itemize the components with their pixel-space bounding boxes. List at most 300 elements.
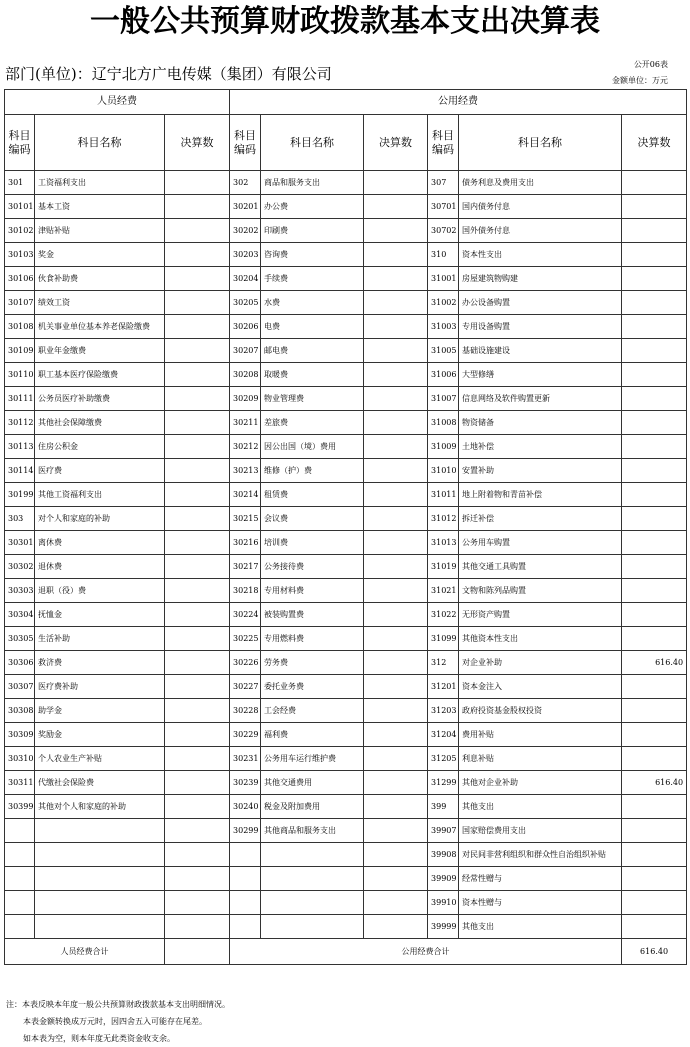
subject-code-cell: 30229 [230, 723, 261, 747]
subject-name-cell: 奖励金 [35, 723, 165, 747]
subject-name-cell: 国外债务付息 [459, 219, 622, 243]
subject-code-cell: 39907 [428, 819, 459, 843]
amount-cell [364, 579, 428, 603]
subject-name-cell: 其他支出 [459, 915, 622, 939]
amount-cell [165, 195, 230, 219]
amount-cell [165, 891, 230, 915]
page-title: 一般公共预算财政拨款基本支出决算表 [90, 4, 600, 39]
header-name: 科目名称 [35, 115, 165, 171]
subject-name-cell: 生活补助 [35, 627, 165, 651]
amount-cell [622, 459, 687, 483]
subject-code-cell: 31299 [428, 771, 459, 795]
subject-code-cell: 31013 [428, 531, 459, 555]
subject-name-cell: 工资福利支出 [35, 171, 165, 195]
subject-name-cell: 其他商品和服务支出 [261, 819, 364, 843]
subject-name-cell: 大型修缮 [459, 363, 622, 387]
amount-cell: 616.40 [622, 771, 687, 795]
note-line: 注：本表反映本年度一般公共预算财政拨款基本支出明细情况。 [6, 1000, 230, 1009]
subject-name-cell: 津贴补贴 [35, 219, 165, 243]
subject-code-cell: 30216 [230, 531, 261, 555]
amount-cell [622, 291, 687, 315]
amount-cell [364, 339, 428, 363]
subject-name-cell: 公务用车运行维护费 [261, 747, 364, 771]
amount-cell [364, 411, 428, 435]
subject-code-cell: 30113 [5, 435, 35, 459]
subject-code-cell: 30702 [428, 219, 459, 243]
subject-code-cell: 30239 [230, 771, 261, 795]
subject-code-cell: 31204 [428, 723, 459, 747]
subject-code-cell: 30208 [230, 363, 261, 387]
subject-name-cell: 机关事业单位基本养老保险缴费 [35, 315, 165, 339]
expenditure-table [4, 89, 687, 965]
subject-code-cell: 30201 [230, 195, 261, 219]
subject-name-cell: 其他对个人和家庭的补助 [35, 795, 165, 819]
table-row [5, 339, 687, 363]
amount-cell [622, 603, 687, 627]
subject-code-cell: 31010 [428, 459, 459, 483]
table-row [5, 171, 687, 195]
header-code: 科目编码 [230, 115, 261, 171]
amount-cell [165, 291, 230, 315]
amount-cell [364, 867, 428, 891]
amount-cell [622, 507, 687, 531]
subject-name-cell: 福利费 [261, 723, 364, 747]
note-line: 如本表为空，则本年度无此类资金收支余。 [23, 1034, 175, 1043]
subject-code-cell [230, 891, 261, 915]
subject-name-cell: 离休费 [35, 531, 165, 555]
subject-code-cell: 30228 [230, 699, 261, 723]
subject-code-cell: 39999 [428, 915, 459, 939]
amount-cell [165, 819, 230, 843]
subject-code-cell [5, 843, 35, 867]
amount-cell [364, 819, 428, 843]
subject-code-cell [5, 819, 35, 843]
subject-code-cell: 30212 [230, 435, 261, 459]
column-header-row [5, 115, 687, 171]
subject-code-cell: 30206 [230, 315, 261, 339]
amount-cell [622, 699, 687, 723]
subject-name-cell: 地上附着物和青苗补偿 [459, 483, 622, 507]
subject-name-cell: 专用设备购置 [459, 315, 622, 339]
subject-name-cell: 差旅费 [261, 411, 364, 435]
subject-name-cell [261, 915, 364, 939]
subject-code-cell: 30215 [230, 507, 261, 531]
table-row [5, 579, 687, 603]
subject-code-cell: 30205 [230, 291, 261, 315]
subject-name-cell: 公务用车购置 [459, 531, 622, 555]
group-personnel: 人员经费 [5, 90, 230, 115]
subject-name-cell: 经常性赠与 [459, 867, 622, 891]
header-name: 科目名称 [459, 115, 622, 171]
public-total-label: 公用经费合计 [230, 939, 622, 965]
subject-name-cell: 其他资本性支出 [459, 627, 622, 651]
amount-cell [364, 675, 428, 699]
public-total-value: 616.40 [622, 939, 687, 965]
subject-code-cell: 30304 [5, 603, 35, 627]
amount-cell [364, 267, 428, 291]
amount-cell [165, 843, 230, 867]
table-row [5, 243, 687, 267]
unit-label: 金额单位：万元 [612, 76, 668, 85]
amount-cell [622, 555, 687, 579]
subject-name-cell: 邮电费 [261, 339, 364, 363]
subject-name-cell: 医疗费 [35, 459, 165, 483]
amount-cell [165, 507, 230, 531]
amount-cell [364, 723, 428, 747]
subject-code-cell: 30303 [5, 579, 35, 603]
amount-cell [622, 723, 687, 747]
amount-cell [165, 627, 230, 651]
subject-name-cell: 绩效工资 [35, 291, 165, 315]
amount-cell [622, 795, 687, 819]
amount-cell [364, 795, 428, 819]
subject-name-cell: 资本金注入 [459, 675, 622, 699]
amount-cell [165, 699, 230, 723]
subject-name-cell: 国内债务付息 [459, 195, 622, 219]
amount-cell [622, 891, 687, 915]
subject-name-cell: 其他交通费用 [261, 771, 364, 795]
subject-name-cell: 利息补贴 [459, 747, 622, 771]
amount-cell [165, 531, 230, 555]
subject-name-cell: 手续费 [261, 267, 364, 291]
subject-code-cell: 31201 [428, 675, 459, 699]
subject-name-cell: 基础设施建设 [459, 339, 622, 363]
amount-cell [622, 579, 687, 603]
amount-cell [364, 891, 428, 915]
note-line: 本表金额转换成万元时，因四舍五入可能存在尾差。 [23, 1017, 207, 1026]
subject-code-cell: 30302 [5, 555, 35, 579]
table-row [5, 627, 687, 651]
subject-code-cell: 30214 [230, 483, 261, 507]
subject-name-cell: 安置补助 [459, 459, 622, 483]
subject-code-cell: 30202 [230, 219, 261, 243]
subject-code-cell: 31003 [428, 315, 459, 339]
subject-code-cell: 30111 [5, 387, 35, 411]
amount-cell [622, 435, 687, 459]
amount-cell [622, 195, 687, 219]
subject-name-cell: 税金及附加费用 [261, 795, 364, 819]
header-code: 科目编码 [428, 115, 459, 171]
subject-name-cell: 债务利息及费用支出 [459, 171, 622, 195]
subject-name-cell: 公务接待费 [261, 555, 364, 579]
amount-cell [165, 459, 230, 483]
table-row [5, 459, 687, 483]
subject-code-cell [5, 915, 35, 939]
amount-cell [165, 915, 230, 939]
subject-name-cell: 费用补贴 [459, 723, 622, 747]
subject-name-cell: 政府投资基金股权投资 [459, 699, 622, 723]
subject-code-cell: 31022 [428, 603, 459, 627]
subject-name-cell: 医疗费补助 [35, 675, 165, 699]
subject-name-cell: 物资储备 [459, 411, 622, 435]
subject-code-cell: 30213 [230, 459, 261, 483]
amount-cell [364, 171, 428, 195]
header-code: 科目编码 [5, 115, 35, 171]
group-public: 公用经费 [230, 90, 687, 115]
subject-name-cell: 抚恤金 [35, 603, 165, 627]
amount-cell [165, 771, 230, 795]
amount-cell [622, 267, 687, 291]
subject-name-cell: 维修（护）费 [261, 459, 364, 483]
subject-code-cell: 312 [428, 651, 459, 675]
amount-cell [165, 747, 230, 771]
subject-name-cell: 信息网络及软件购置更新 [459, 387, 622, 411]
table-row [5, 387, 687, 411]
subject-code-cell: 30199 [5, 483, 35, 507]
subject-code-cell: 30209 [230, 387, 261, 411]
subject-code-cell: 30306 [5, 651, 35, 675]
amount-cell [165, 363, 230, 387]
table-row [5, 843, 687, 867]
subject-code-cell: 31203 [428, 699, 459, 723]
amount-cell [165, 651, 230, 675]
subject-name-cell: 水费 [261, 291, 364, 315]
amount-cell [165, 723, 230, 747]
subject-code-cell: 30299 [230, 819, 261, 843]
subject-code-cell: 31007 [428, 387, 459, 411]
subject-code-cell: 30310 [5, 747, 35, 771]
subject-code-cell: 30701 [428, 195, 459, 219]
amount-cell [364, 315, 428, 339]
subject-name-cell: 电费 [261, 315, 364, 339]
header-name: 科目名称 [261, 115, 364, 171]
subject-name-cell: 对个人和家庭的补助 [35, 507, 165, 531]
totals-row [5, 939, 687, 965]
amount-cell [364, 291, 428, 315]
subject-code-cell: 31099 [428, 627, 459, 651]
subject-code-cell: 31021 [428, 579, 459, 603]
subject-name-cell: 培训费 [261, 531, 364, 555]
subject-code-cell: 30218 [230, 579, 261, 603]
amount-cell [165, 219, 230, 243]
subject-code-cell: 31001 [428, 267, 459, 291]
amount-cell [622, 843, 687, 867]
amount-cell [364, 603, 428, 627]
subject-code-cell: 301 [5, 171, 35, 195]
subject-code-cell: 30225 [230, 627, 261, 651]
amount-cell [364, 747, 428, 771]
amount-cell [364, 459, 428, 483]
subject-name-cell: 退休费 [35, 555, 165, 579]
subject-code-cell: 307 [428, 171, 459, 195]
subject-name-cell: 物业管理费 [261, 387, 364, 411]
amount-cell [165, 555, 230, 579]
amount-cell [165, 243, 230, 267]
header-amount: 决算数 [364, 115, 428, 171]
subject-name-cell: 对民间非营利组织和群众性自治组织补贴 [459, 843, 622, 867]
subject-code-cell: 31012 [428, 507, 459, 531]
subject-code-cell: 310 [428, 243, 459, 267]
amount-cell [364, 915, 428, 939]
amount-cell [622, 219, 687, 243]
amount-cell [364, 483, 428, 507]
subject-code-cell: 30106 [5, 267, 35, 291]
amount-cell [364, 435, 428, 459]
subject-code-cell: 30226 [230, 651, 261, 675]
subject-code-cell: 39910 [428, 891, 459, 915]
amount-cell [165, 411, 230, 435]
table-row [5, 411, 687, 435]
amount-cell [364, 555, 428, 579]
amount-cell: 616.40 [622, 651, 687, 675]
subject-code-cell: 30224 [230, 603, 261, 627]
subject-name-cell [35, 819, 165, 843]
table-row [5, 675, 687, 699]
subject-code-cell: 303 [5, 507, 35, 531]
subject-name-cell: 职工基本医疗保险缴费 [35, 363, 165, 387]
subject-name-cell: 因公出国（境）费用 [261, 435, 364, 459]
table-row [5, 603, 687, 627]
subject-code-cell: 30231 [230, 747, 261, 771]
subject-name-cell: 委托业务费 [261, 675, 364, 699]
subject-code-cell: 31006 [428, 363, 459, 387]
amount-cell [622, 387, 687, 411]
subject-name-cell: 公务员医疗补助缴费 [35, 387, 165, 411]
header-amount: 决算数 [622, 115, 687, 171]
table-row [5, 267, 687, 291]
subject-name-cell [261, 867, 364, 891]
amount-cell [364, 387, 428, 411]
subject-code-cell [230, 867, 261, 891]
subject-code-cell: 30308 [5, 699, 35, 723]
subject-code-cell: 30114 [5, 459, 35, 483]
subject-code-cell: 399 [428, 795, 459, 819]
amount-cell [364, 363, 428, 387]
subject-code-cell: 30311 [5, 771, 35, 795]
form-code: 公开06表 [633, 60, 668, 69]
table-row [5, 291, 687, 315]
amount-cell [364, 219, 428, 243]
subject-name-cell: 租赁费 [261, 483, 364, 507]
subject-name-cell: 住房公积金 [35, 435, 165, 459]
subject-name-cell: 办公设备购置 [459, 291, 622, 315]
subject-name-cell [35, 867, 165, 891]
amount-cell [622, 315, 687, 339]
amount-cell [622, 915, 687, 939]
subject-code-cell: 30204 [230, 267, 261, 291]
amount-cell [364, 843, 428, 867]
amount-cell [165, 267, 230, 291]
subject-name-cell: 劳务费 [261, 651, 364, 675]
table-row [5, 555, 687, 579]
table-row [5, 771, 687, 795]
subject-name-cell: 专用材料费 [261, 579, 364, 603]
subject-code-cell: 31005 [428, 339, 459, 363]
subject-name-cell: 其他工资福利支出 [35, 483, 165, 507]
amount-cell [165, 315, 230, 339]
subject-code-cell: 30107 [5, 291, 35, 315]
subject-code-cell: 30112 [5, 411, 35, 435]
subject-code-cell: 30301 [5, 531, 35, 555]
subject-name-cell [35, 915, 165, 939]
subject-code-cell [230, 915, 261, 939]
subject-code-cell: 30309 [5, 723, 35, 747]
amount-cell [364, 651, 428, 675]
subject-code-cell: 31205 [428, 747, 459, 771]
table-row [5, 651, 687, 675]
subject-code-cell [230, 843, 261, 867]
amount-cell [364, 771, 428, 795]
amount-cell [622, 363, 687, 387]
subject-name-cell: 助学金 [35, 699, 165, 723]
table-row [5, 723, 687, 747]
subject-name-cell: 房屋建筑物购建 [459, 267, 622, 291]
amount-cell [165, 435, 230, 459]
amount-cell [165, 867, 230, 891]
subject-code-cell [5, 891, 35, 915]
amount-cell [165, 579, 230, 603]
subject-code-cell: 30399 [5, 795, 35, 819]
table-row [5, 867, 687, 891]
table-row [5, 747, 687, 771]
subject-name-cell [35, 891, 165, 915]
subject-code-cell: 30108 [5, 315, 35, 339]
subject-code-cell: 30227 [230, 675, 261, 699]
amount-cell [165, 339, 230, 363]
amount-cell [622, 243, 687, 267]
personnel-total-value [165, 939, 230, 965]
subject-name-cell: 取暖费 [261, 363, 364, 387]
table-row [5, 363, 687, 387]
subject-name-cell: 代缴社会保险费 [35, 771, 165, 795]
subject-name-cell: 基本工资 [35, 195, 165, 219]
subject-name-cell: 其他支出 [459, 795, 622, 819]
subject-code-cell: 31002 [428, 291, 459, 315]
subject-name-cell: 会议费 [261, 507, 364, 531]
subject-code-cell: 30102 [5, 219, 35, 243]
amount-cell [364, 531, 428, 555]
amount-cell [622, 483, 687, 507]
amount-cell [622, 627, 687, 651]
amount-cell [622, 411, 687, 435]
subject-code-cell: 30207 [230, 339, 261, 363]
amount-cell [165, 795, 230, 819]
subject-name-cell: 工会经费 [261, 699, 364, 723]
table-row [5, 891, 687, 915]
personnel-total-label: 人员经费合计 [5, 939, 165, 965]
subject-name-cell [261, 843, 364, 867]
table-row [5, 531, 687, 555]
subject-name-cell: 资本性支出 [459, 243, 622, 267]
amount-cell [165, 483, 230, 507]
subject-name-cell [261, 891, 364, 915]
subject-code-cell: 30211 [230, 411, 261, 435]
table-row [5, 483, 687, 507]
table-row [5, 915, 687, 939]
table-row [5, 507, 687, 531]
subject-name-cell: 土地补偿 [459, 435, 622, 459]
table-row [5, 795, 687, 819]
amount-cell [622, 867, 687, 891]
subject-code-cell: 31011 [428, 483, 459, 507]
subject-name-cell: 专用燃料费 [261, 627, 364, 651]
subject-name-cell: 对企业补助 [459, 651, 622, 675]
subject-code-cell: 302 [230, 171, 261, 195]
subject-code-cell: 39908 [428, 843, 459, 867]
subject-code-cell: 30240 [230, 795, 261, 819]
table-row [5, 315, 687, 339]
subject-name-cell: 办公费 [261, 195, 364, 219]
subject-name-cell: 其他交通工具购置 [459, 555, 622, 579]
subject-code-cell: 31008 [428, 411, 459, 435]
subject-name-cell: 无形资产购置 [459, 603, 622, 627]
amount-cell [364, 699, 428, 723]
table-row [5, 195, 687, 219]
subject-code-cell: 31009 [428, 435, 459, 459]
subject-name-cell: 救济费 [35, 651, 165, 675]
subject-name-cell: 个人农业生产补贴 [35, 747, 165, 771]
subject-name-cell: 职业年金缴费 [35, 339, 165, 363]
